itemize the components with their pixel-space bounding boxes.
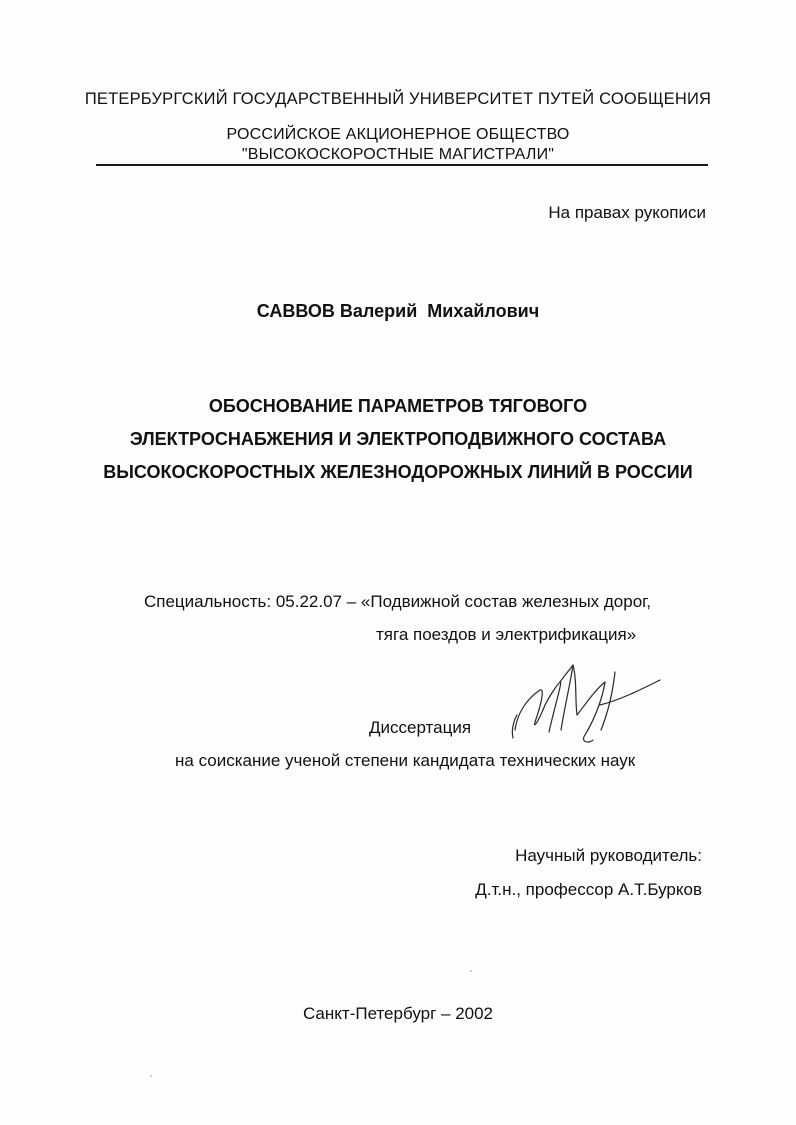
- signature-stroke: [545, 682, 561, 732]
- signature-icon: [505, 660, 665, 760]
- author-name: [0, 301, 796, 322]
- author-given-names: Валерий Михайлович: [339, 301, 540, 321]
- specialty-line1: Специальность: 05.22.07 – «Подвижной состав железных дорог,: [144, 592, 652, 611]
- signature-stroke: [600, 680, 660, 705]
- signature-stroke: [584, 682, 605, 742]
- scan-speck: [150, 1075, 152, 1077]
- supervisor-label: Научный руководитель:: [515, 846, 702, 865]
- signature-stroke: [515, 690, 545, 730]
- supervisor-name: Д.т.н., профессор А.Т.Бурков: [475, 880, 702, 899]
- scan-speck: [470, 970, 472, 972]
- thesis-title-line1: ОБОСНОВАНИЕ ПАРАМЕТРОВ ТЯГОВОГО: [208, 396, 588, 416]
- thesis-title-line3: ВЫСОКОСКОРОСТНЫХ ЖЕЛЕЗНОДОРОЖНЫХ ЛИНИЙ В РОССИИ: [103, 462, 693, 482]
- company-name-line2: "ВЫСОКОСКОРОСТНЫЕ МАГИСТРАЛИ": [241, 146, 555, 163]
- header-divider: [96, 164, 708, 166]
- signature-stroke: [560, 665, 573, 730]
- specialty-line2: тяга поездов и электрификация»: [376, 625, 637, 644]
- university-name: ПЕТЕРБУРГСКИЙ ГОСУДАРСТВЕННЫЙ УНИВЕРСИТЕТ ПУТЕЙ СООБЩЕНИЯ: [84, 90, 712, 108]
- thesis-title-line2: ЭЛЕКТРОСНАБЖЕНИЯ И ЭЛЕКТРОПОДВИЖНОГО СОСТАВА: [129, 429, 667, 449]
- degree-statement: на соискание ученой степени кандидата технических наук: [175, 751, 636, 770]
- author-surname: САВВОВ: [256, 301, 335, 321]
- place-and-year: Санкт-Петербург – 2002: [302, 1004, 494, 1023]
- signature-stroke: [573, 665, 605, 715]
- signature-stroke: [512, 715, 517, 738]
- company-name-line1: РОССИЙСКОЕ АКЦИОНЕРНОЕ ОБЩЕСТВО: [226, 126, 570, 143]
- dissertation-label: Диссертация: [369, 718, 472, 737]
- rights-note: На правах рукописи: [548, 203, 706, 222]
